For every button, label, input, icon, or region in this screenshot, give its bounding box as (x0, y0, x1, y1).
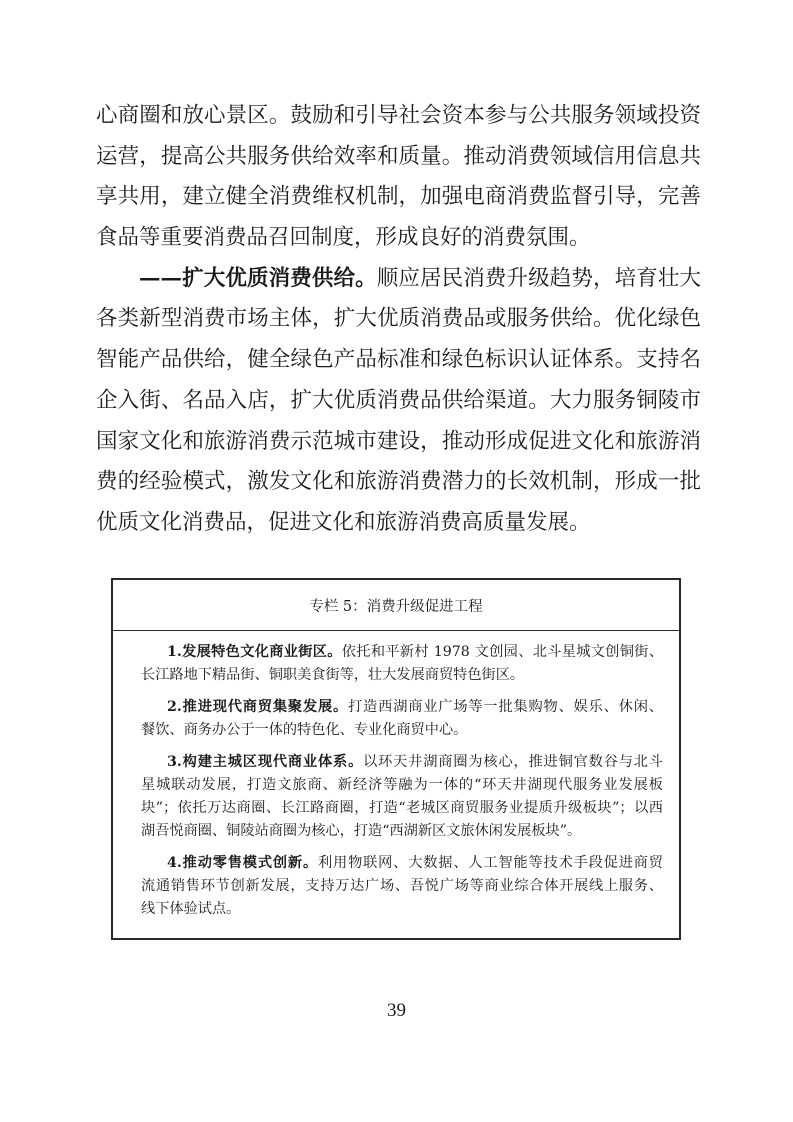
text-line: 优质文化消费品，促进文化和旅游消费高质量发展。 (96, 509, 591, 535)
text-line (96, 259, 701, 300)
box-line: 块”；依托万达商圈、长江路商圈，打造“老城区商贸服务业提质升级板块”；以西 (141, 800, 663, 816)
text-line: 各类新型消费市场主体，扩大优质消费品或服务供给。优化绿色 (96, 306, 701, 332)
text-span: 依托和平新村 1978 文创园、北斗星城文创铜街、 (341, 644, 664, 660)
box-item (141, 696, 663, 742)
box-line (141, 751, 663, 774)
box-line: 线下体验试点。 (141, 901, 241, 917)
box-line: 餐饮、商务办公于一体的特色化、专业化商贸中心。 (141, 722, 468, 738)
box-line: 流通销售环节创新发展，支持万达广场、吾悦广场等商业综合体开展线上服务、 (141, 878, 663, 894)
text-line: 享共用，建立健全消费维权机制，加强电商消费监督引导，完善 (96, 184, 701, 210)
box-item (141, 852, 663, 921)
box-line: 长江路地下精品街、铜职美食街等，壮大发展商贸特色街区。 (141, 667, 525, 683)
page-number: 39 (387, 1000, 406, 1021)
text-line: 费的经验模式，激发文化和旅游消费潜力的长效机制，形成一批 (96, 469, 701, 495)
text-line: 智能产品供给，健全绿色产品标准和绿色标识认证体系。支持名 (96, 347, 701, 373)
text-line: 国家文化和旅游消费示范城市建设，推动形成促进文化和旅游消 (96, 428, 701, 454)
box-line (141, 641, 663, 664)
box-title: 专栏 5：消费升级促进工程 (113, 580, 679, 631)
box-line (141, 852, 663, 875)
text-line: 企入街、名品入店，扩大优质消费品供给渠道。大力服务铜陵市 (96, 387, 701, 413)
box-line (141, 696, 663, 719)
box-line: 湖吾悦商圈、铜陵站商圈为核心，打造“西湖新区文旅休闲发展板块”。 (141, 823, 582, 839)
item-lead: 3.构建主城区现代商业体系。 (167, 754, 364, 770)
text-line: 心商圈和放心景区。鼓励和引导社会资本参与公共服务领域投资 (96, 103, 701, 128)
text-span: 顺应居民消费升级趋势，培育壮大 (376, 265, 701, 291)
item-lead: 4.推动零售模式创新。 (167, 855, 318, 871)
box-body (113, 631, 679, 921)
text-line: 食品等重要消费品召回制度，形成良好的消费氛围。 (96, 225, 591, 251)
text-span: 利用物联网、大数据、人工智能等技术手段促进商贸 (318, 855, 663, 871)
box-line: 星城联动发展，打造文旅商、新经济等融为一体的“环天井湖现代服务业发展板 (141, 777, 663, 793)
text-span: 以环天井湖商圈为核心，推进铜官数谷与北斗 (363, 754, 663, 770)
paragraph-lead: ——扩大优质消费供给。 (139, 265, 377, 291)
text-span: 打造西湖商业广场等一批集购物、娱乐、休闲、 (348, 699, 663, 715)
feature-box (111, 578, 681, 940)
item-lead: 2.推进现代商贸集聚发展。 (167, 699, 349, 715)
text-line: 运营，提高公共服务供给效率和质量。推动消费领域信用信息共 (96, 143, 701, 169)
item-lead: 1.发展特色文化商业街区。 (167, 644, 342, 660)
body-text (96, 96, 701, 544)
box-item (141, 751, 663, 843)
box-item (141, 641, 663, 687)
